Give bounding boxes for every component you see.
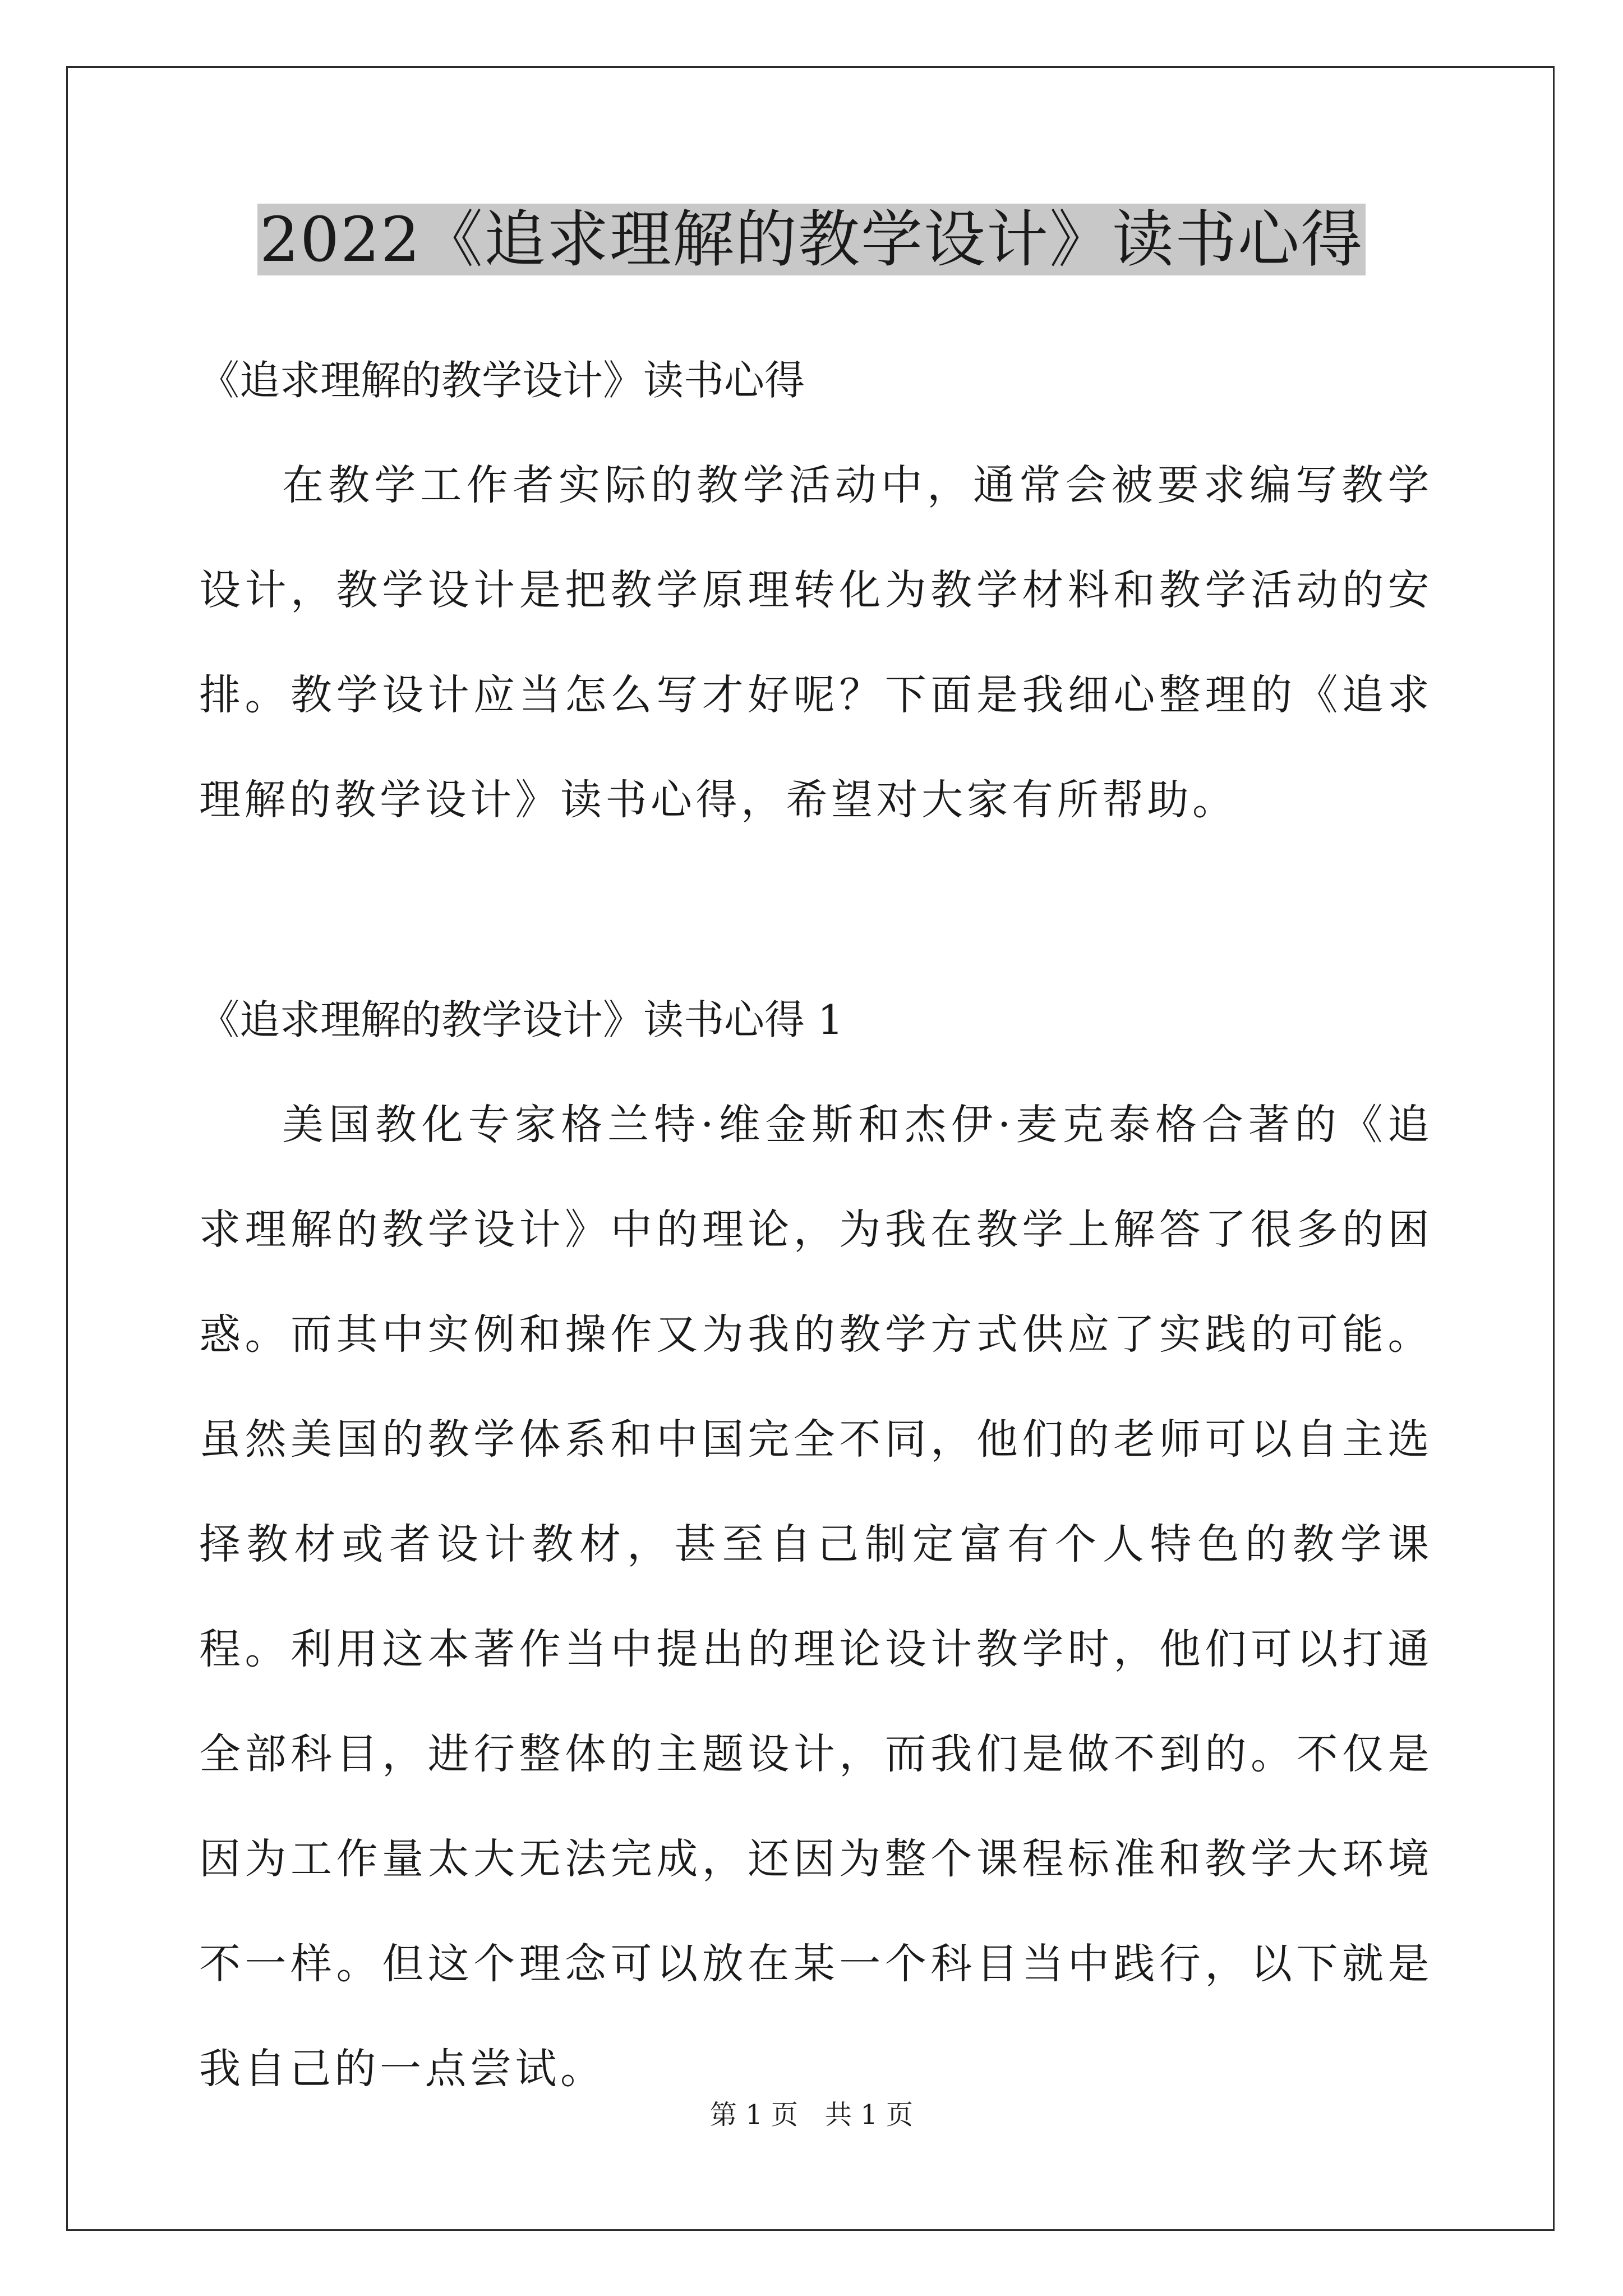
intro-paragraph: 在教学工作者实际的教学活动中，通常会被要求编写教学设计，教学设计是把教学原理转化为教学材料和教学活动的安排。教学设计应当怎么写才好呢？下面是我细心整理的《追求理解的教学设计》读书心得，希望对大家有所帮助。	[199, 461, 1433, 824]
page-footer: 第 1 页 共 1 页	[709, 2099, 914, 2131]
section1-heading: 《追求理解的教学设计》读书心得 1	[199, 996, 843, 1043]
document-title	[0, 197, 1623, 282]
section1-paragraph: 美国教化专家格兰特·维金斯和杰伊·麦克泰格合著的《追求理解的教学设计》中的理论，为我在教学上解答了很多的困惑。而其中实例和操作又为我的教学方式供应了实践的可能。虽然美国的教学体系和中国完全不同，他们的老师可以自主选择教材或者设计教材，甚至自己制定富有个人特色的教学课程。利用这本著作当中提出的理论设计教学时，他们可以打通全部科目，进行整体的主题设计，而我们是做不到的。不仅是因为工作量太大无法完成，还因为整个课程标准和教学大环境不一样。但这个理念可以放在某一个科目当中践行，以下就是我自己的一点尝试。	[199, 1101, 1433, 2093]
intro-heading: 《追求理解的教学设计》读书心得	[199, 357, 805, 404]
document-title-text: 2022《追求理解的教学设计》读书心得	[257, 204, 1366, 275]
